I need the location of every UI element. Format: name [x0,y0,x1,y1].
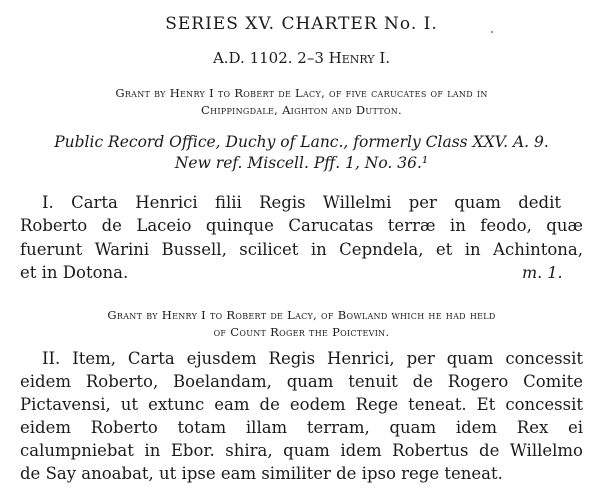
paragraph-1-line-2: Roberto de Laceio quinque Carucatas terræ in feodo, quæ [20,216,583,235]
date-heading: A.D. 1102. 2–3 Henry I. [212,49,391,67]
source-reference-line-1: Public Record Office, Duchy of Lanc., formerly Class XXV. A. 9. [54,133,549,151]
paragraph-2-line-1: II. Item, Carta ejusdem Regis Henrici, per quam concessit [42,349,583,368]
paragraph-1-line-3: fuerunt Warini Bussell, scilicet in Cepndela, et in Achintona, [20,240,583,259]
paragraph-2-line-6: de Say anoabat, ut ipse eam similiter de ipso rege teneat. [20,464,503,483]
paragraph-2-line-5: calumpniebat in Ebor. shira, quam idem Robertus de Willelmo [20,441,583,460]
membrane-marker: m. 1. [522,263,563,282]
paragraph-1-line-4: et in Dotona. [20,263,129,282]
paragraph-2-line-2: eidem Roberto, Boelandam, quam tenuit de Rogero Comite [20,372,583,391]
grant-summary-2-line-2: of Count Roger the Poictevin. [213,325,390,339]
paragraph-2-line-4: eidem Roberto totam illam terram, quam idem Rex ei [20,418,583,437]
grant-summary-2-line-1: Grant by Henry I to Robert de Lacy, of Bowland which he had held [107,308,496,322]
grant-summary-1-line-1: Grant by Henry I to Robert de Lacy, of five carucates of land in [115,86,488,100]
paragraph-1-line-1: I. Carta Henrici filii Regis Willelmi per quam dedit [42,193,561,212]
source-reference-line-2: New ref. Miscell. Pff. 1, No. 36.¹ [174,154,429,172]
grant-summary-1-line-2: Chippingdale, Aighton and Dutton. [200,103,403,117]
paragraph-2-line-3: Pictavensi, ut extunc eam de eodem Rege teneat. Et concessit [20,395,583,414]
series-heading: SERIES XV. CHARTER No. I. [165,14,438,34]
